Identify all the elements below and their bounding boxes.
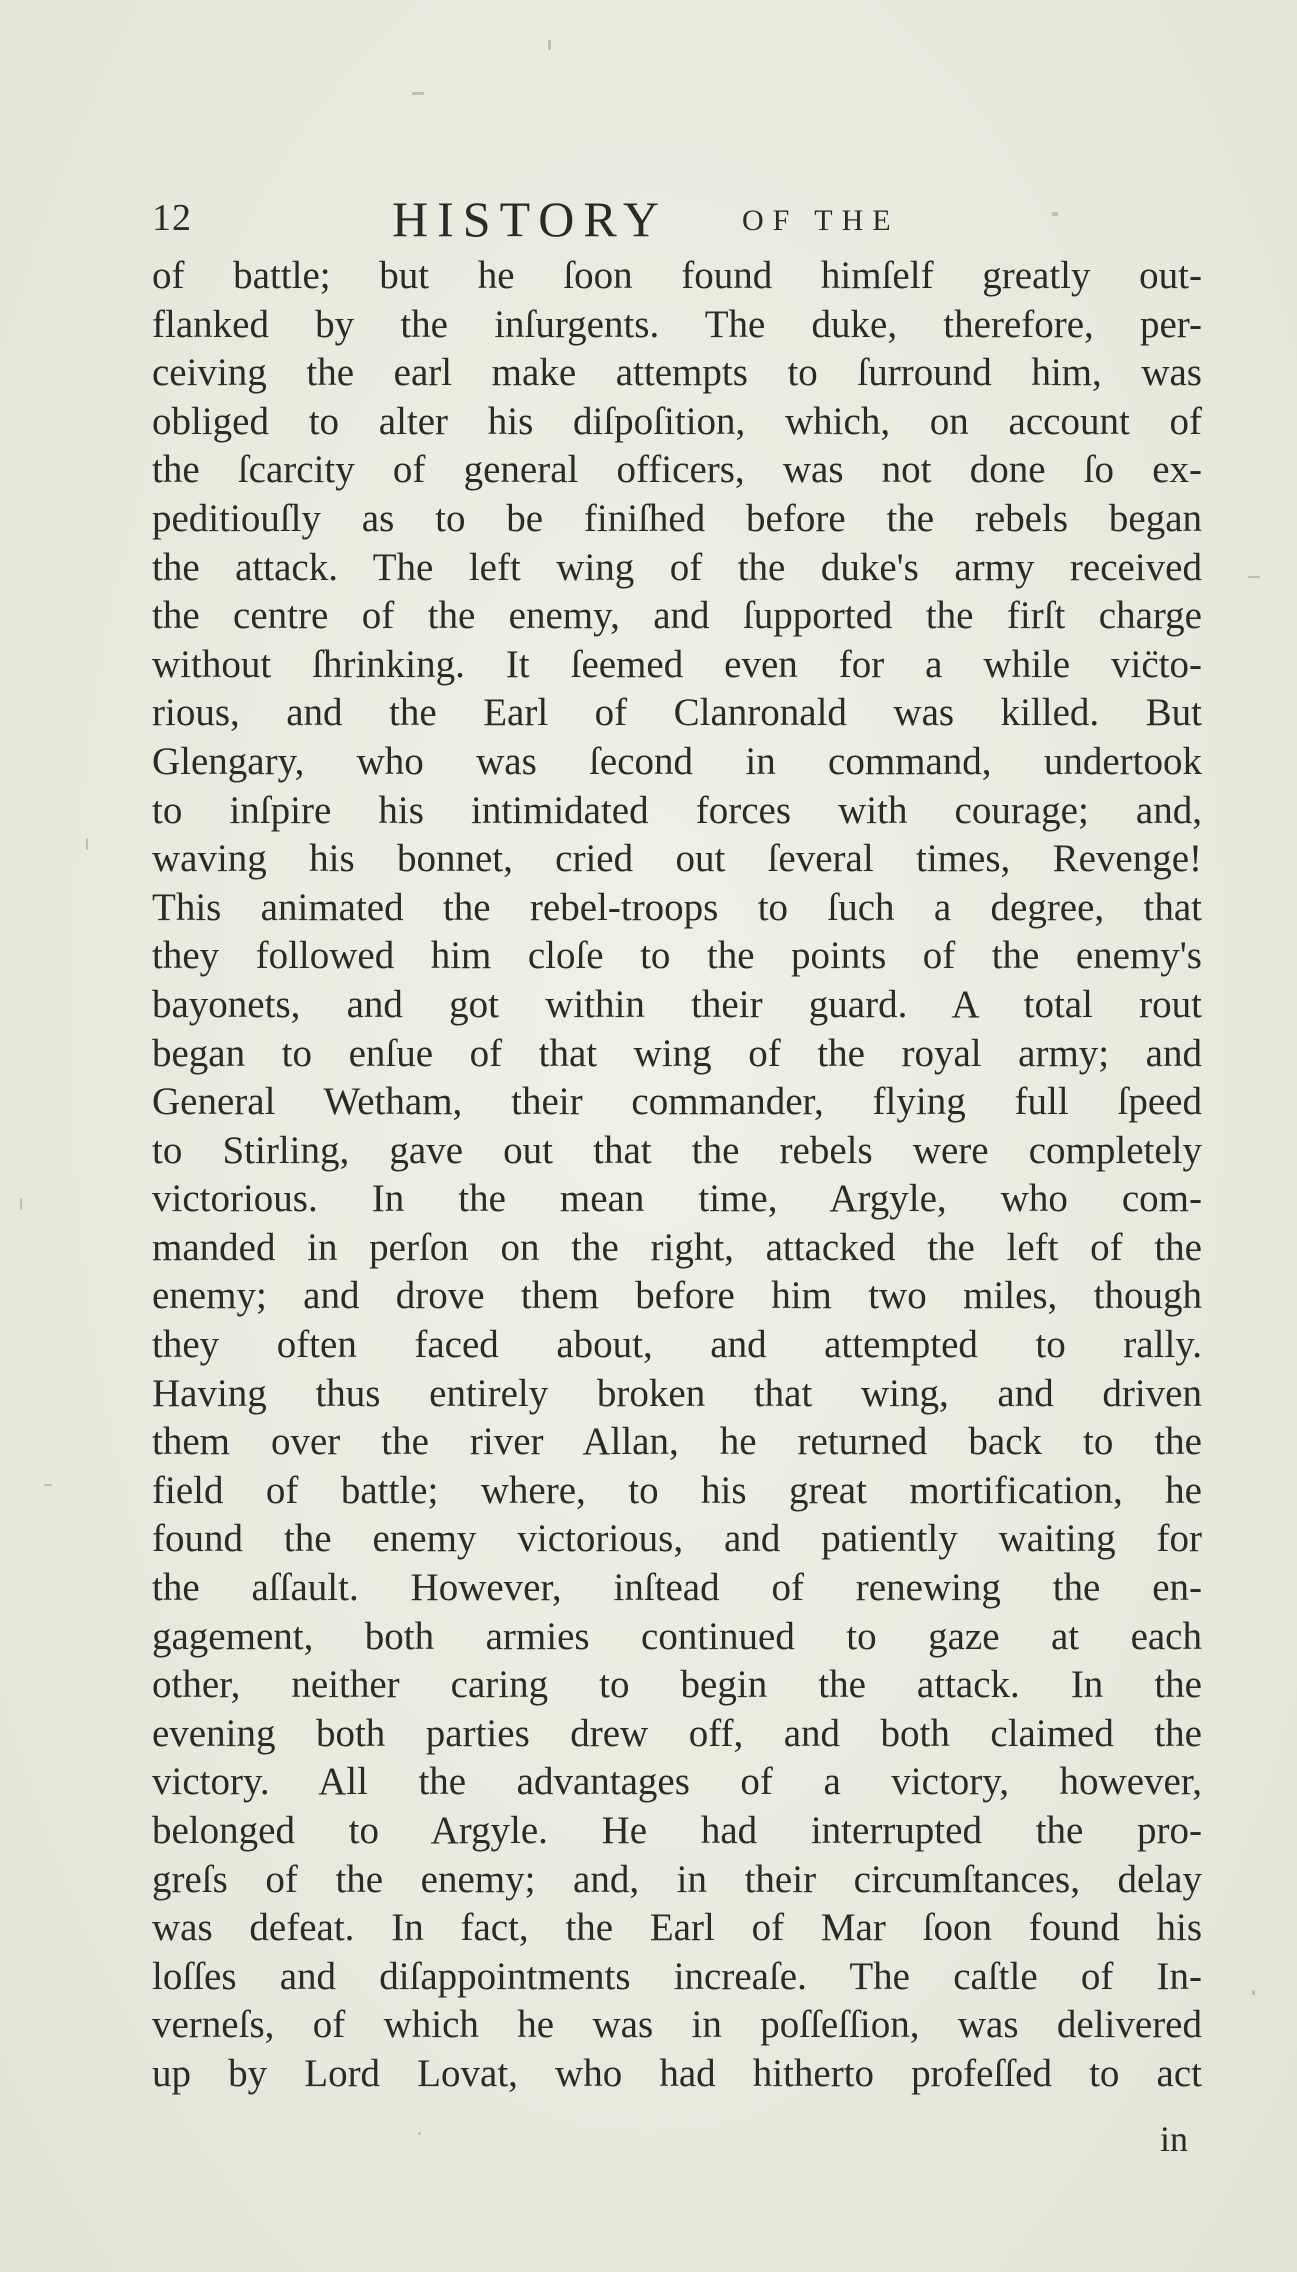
paper-speck (86, 838, 88, 850)
text-line: they followed him cloſe to the points of the enemy's (152, 934, 1202, 978)
text-line: to inſpire his intimidated forces with courage; and, (152, 788, 1202, 832)
text-line: manded in perſon on the right, attacked the left of the (152, 1225, 1202, 1269)
text-line: was defeat. In fact, the Earl of Mar ſoon found his (152, 1906, 1202, 1950)
running-head (152, 190, 1052, 250)
text-line: gagement, both armies continued to gaze at each (152, 1614, 1202, 1658)
text-line: the ſcarcity of general officers, was not done ſo ex- (152, 448, 1202, 492)
paper-speck (418, 2132, 421, 2135)
text-line: victory. All the advantages of a victory, however, (152, 1760, 1202, 1804)
text-line: This animated the rebel-troops to ſuch a degree, that (152, 885, 1202, 929)
text-line: Glengary, who was ſecond in command, undertook (152, 739, 1202, 783)
text-line: the aſſault. However, inſtead of renewing the en- (152, 1566, 1202, 1610)
text-line: the attack. The left wing of the duke's army received (152, 545, 1202, 589)
text-line: without ſhrinking. It ſeemed even for a while vic̈to- (152, 642, 1202, 686)
text-line: peditiouſly as to be finiſhed before the rebels began (152, 496, 1202, 540)
text-line: the centre of the enemy, and ſupported the firſt charge (152, 594, 1202, 638)
text-line: evening both parties drew off, and both claimed the (152, 1711, 1202, 1755)
running-subtitle: OF THE (742, 204, 900, 237)
paper-speck (44, 1484, 52, 1486)
body-text (152, 252, 1202, 2099)
text-line: other, neither caring to begin the attack. In the (152, 1663, 1202, 1707)
text-line: waving his bonnet, cried out ſeveral times, Revenge! (152, 837, 1202, 881)
text-line: rious, and the Earl of Clanronald was killed. But (152, 691, 1202, 735)
text-line: enemy; and drove them before him two miles, though (152, 1274, 1202, 1318)
page-number: 12 (152, 197, 192, 239)
text-line: bayonets, and got within their guard. A total rout (152, 982, 1202, 1026)
text-line: ceiving the earl make attempts to ſurround him, was (152, 351, 1202, 395)
paper-speck (548, 40, 551, 50)
text-line: victorious. In the mean time, Argyle, who com- (152, 1177, 1202, 1221)
paper-speck (1248, 576, 1260, 578)
text-line: field of battle; where, to his great mortification, he (152, 1468, 1202, 1512)
paper-speck (1052, 212, 1058, 216)
text-line: found the enemy victorious, and patiently waiting for (152, 1517, 1202, 1561)
paper-speck (412, 92, 424, 95)
text-line: flanked by the inſurgents. The duke, therefore, per- (152, 302, 1202, 346)
text-line: obliged to alter his diſpoſition, which, on account of (152, 399, 1202, 443)
text-line: them over the river Allan, he returned back to the (152, 1420, 1202, 1464)
paper-speck (20, 1198, 22, 1210)
paper-speck (1252, 1990, 1255, 1995)
text-line: to Stirling, gave out that the rebels were completely (152, 1128, 1202, 1172)
text-line: belonged to Argyle. He had interrupted the pro- (152, 1809, 1202, 1852)
text-line: they often faced about, and attempted to rally. (152, 1323, 1202, 1367)
text-line: loſſes and diſappointments increaſe. The caſtle of In- (152, 1954, 1202, 1998)
text-line: greſs of the enemy; and, in their circumſtances, delay (152, 1857, 1202, 1901)
text-line: Having thus entirely broken that wing, and driven (152, 1371, 1202, 1415)
catchword: in (1160, 2119, 1189, 2159)
running-title: HISTORY (392, 191, 669, 247)
text-line: verneſs, of which he was in poſſeſſion, was delivered (152, 2003, 1202, 2047)
text-line: began to enſue of that wing of the royal army; and (152, 1031, 1202, 1075)
text-line: up by Lord Lovat, who had hitherto profeſſed to act (152, 2051, 1202, 2095)
text-line: of battle; but he ſoon found himſelf greatly out- (152, 254, 1202, 297)
text-line: General Wetham, their commander, flying full ſpeed (152, 1080, 1202, 1124)
